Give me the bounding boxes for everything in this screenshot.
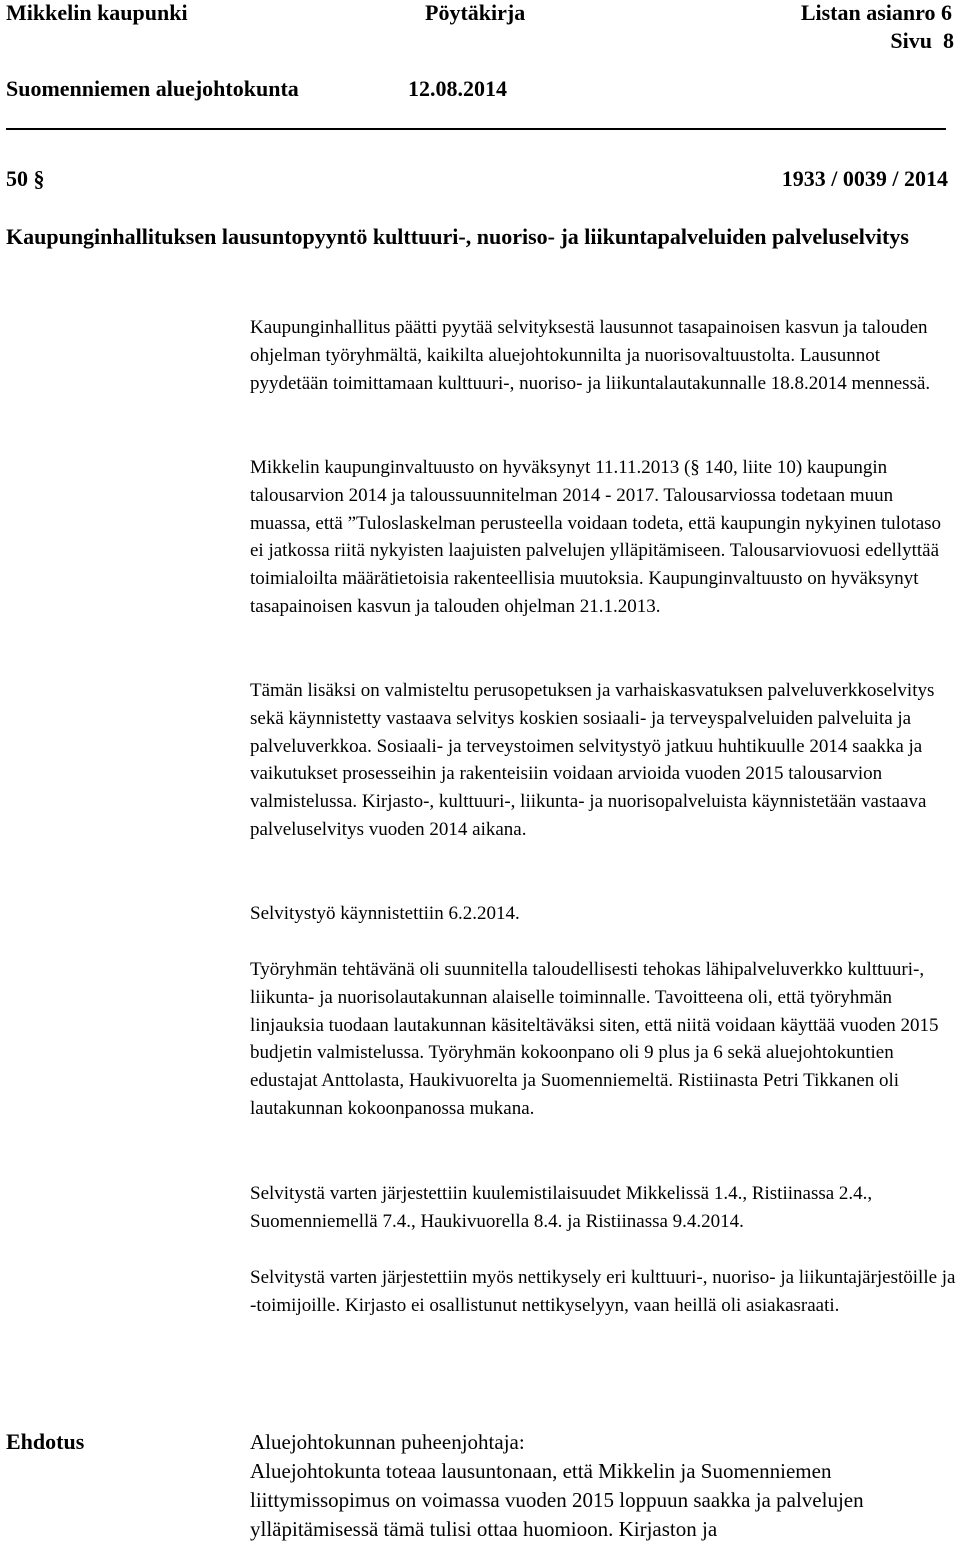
paragraph-text: Selvitystä varten järjestettiin myös nettikysely eri kulttuuri-, nuoriso- ja liikuntajärjestöille ja -toimijoille. Kirjasto ei osallistunut nettikyselyyn, vaan heillä oli asiakasraati. xyxy=(250,1267,956,1316)
paragraph-text: Työryhmän tehtävänä oli suunnitella taloudellisesti tehokas lähipalveluverkko kulttuuri-, liikunta- ja nuorisolautakunnan alaiselle toiminnalle. Tavoitteena oli, että työryhmän linjauksia tuodaan lautakunnan käsiteltäväksi siten, että niitä voidaan käyttää vuoden 2015 budjetin valmistelussa. Työryhmän kokoonpano oli 9 plus ja 6 sekä aluejohtokuntien edustajat Anttolasta, Haukivuorelta ja Suomenniemeltä. Ristiinasta Petri Tikkanen oli lautakunnan kokoonpanossa mukana. xyxy=(250,959,939,1119)
paragraph-text: Kaupunginhallitus päätti pyytää selvityksestä lausunnot tasapainoisen kasvun ja talouden ohjelman työryhmältä, kaikilta aluejohtokunnilta ja nuorisovaltuustolta. Lausunnot pyydetään toimittamaan kulttuuri-, nuoriso- ja liikuntalautakunnalle 18.8.2014 mennessä. xyxy=(250,317,931,394)
header-date: 12.08.2014 xyxy=(408,76,507,101)
header-divider xyxy=(6,128,946,130)
paragraph-text: Selvitystä varten järjestettiin kuulemistilaisuudet Mikkelissä 1.4., Ristiinassa 2.4., Suomenniemellä 7.4., Haukivuorella 8.4. ja Ristiinassa 9.4.2014. xyxy=(250,1183,873,1232)
paragraph-3 xyxy=(250,677,956,844)
paragraph-7 xyxy=(250,1264,956,1320)
paragraph-1 xyxy=(250,314,956,397)
section-number: 50 § xyxy=(6,166,45,191)
header-org: Mikkelin kaupunki xyxy=(6,0,188,25)
case-title: Kaupunginhallituksen lausuntopyyntö kulttuuri-, nuoriso- ja liikuntapalveluiden palveluselvitys xyxy=(6,224,909,249)
paragraph-6 xyxy=(250,1180,956,1236)
paragraph-text: Selvitystyö käynnistettiin 6.2.2014. xyxy=(250,903,520,924)
header-item-number: Listan asianro 6 xyxy=(800,0,952,25)
paragraph-text: Tämän lisäksi on valmisteltu perusopetuksen ja varhaiskasvatuksen palveluverkkoselvitys sekä käynnistetty vastaava selvitys koskien sosiaali- ja terveyspalveluiden palveluita ja palveluverkkoa. Sosiaali- ja terveystoimen selvitystyö jatkuu huhtikuulle 2014 saakka ja vaikutukset prosesseihin ja rakenteisiin voidaan arvioida vuoden 2015 talousarvion valmistelussa. Kirjasto-, kulttuuri-, liikunta- ja nuorisopalveluista käynnistetään vastaava palveluselvitys vuoden 2014 aikana. xyxy=(250,680,935,840)
paragraph-5 xyxy=(250,956,956,1123)
proposal-text: Aluejohtokunta toteaa lausuntonaan, että Mikkelin ja Suomenniemen liittymissopimus on voimassa vuoden 2015 loppuun saakka ja palvelujen ylläpitämisessä tämä tulisi ottaa huomioon. Kirjaston ja xyxy=(250,1459,864,1541)
paragraph-2 xyxy=(250,454,956,621)
header-page-number: Sivu 8 xyxy=(890,28,954,53)
proposal-label: Ehdotus xyxy=(6,1429,85,1454)
header-doc-type: Pöytäkirja xyxy=(425,0,526,25)
proposal-body xyxy=(250,1428,956,1544)
paragraph-4 xyxy=(250,900,956,928)
paragraph-text: Mikkelin kaupunginvaltuusto on hyväksynyt 11.11.2013 (§ 140, liite 10) kaupungin talousarvion 2014 ja taloussuunnitelman 2014 - 2017. Talousarviossa todetaan muun muassa, että ”Tuloslaskelman perusteella voidaan todeta, että kaupungin nykyinen tulotaso ei jatkossa riitä nykyisten laajuisten palvelujen ylläpitämiseen. Talousarviovuosi edellyttää toimialoilta määrätietoisia rakenteellisia muutoksia. Kaupunginvaltuusto on hyväksynyt tasapainoisen kasvun ja talouden ohjelman 21.1.2013. xyxy=(250,457,942,617)
header-committee: Suomenniemen aluejohtokunta xyxy=(6,76,299,101)
case-number: 1933 / 0039 / 2014 xyxy=(781,166,948,191)
proposal-presenter: Aluejohtokunnan puheenjohtaja: xyxy=(250,1430,525,1454)
